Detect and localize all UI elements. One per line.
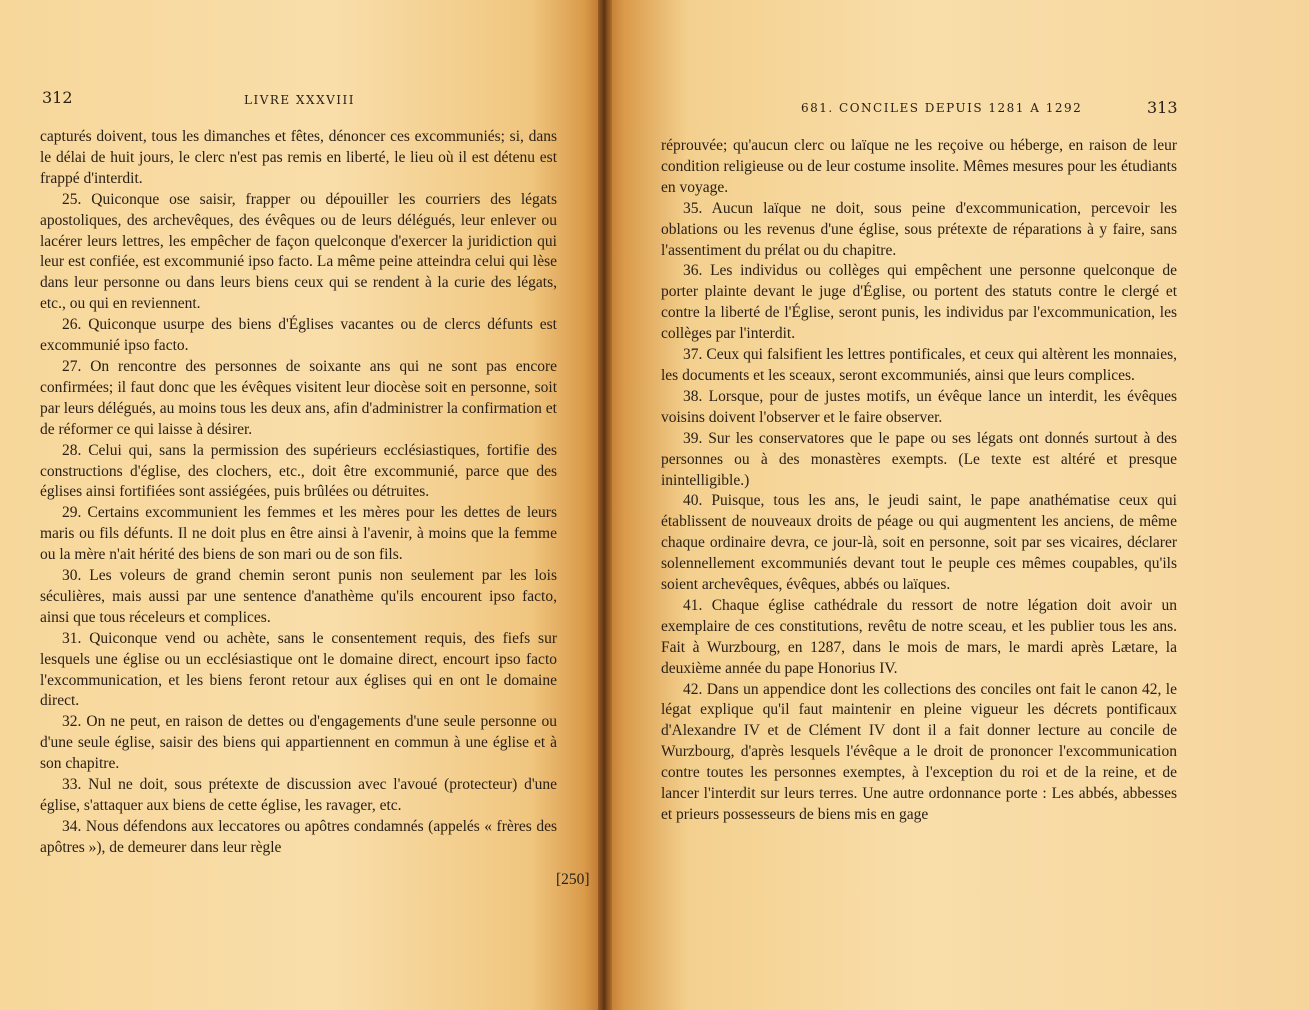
paragraph-40: 40. Puisque, tous les ans, le jeudi saint, le pape anathématise ceux qui établissent de nouveaux droits de péage ou qui augmentent les anciens, de même chaque ordinaire devra, ce jour-là, soit en personne, soit par ses vicaires, déclarer solennellement excommuniés devant tout le peuple ces mêmes coupables, qu'ils soient archevêques, évêques, abbés ou laïques. <box>661 492 1177 594</box>
paragraph-32: 32. On ne peut, en raison de dettes ou d'engagements d'une seule personne ou d'une seule église, saisir des biens qui appartiennent en commun à une église et à son chapitre. <box>40 713 557 773</box>
right-page <box>603 0 1309 1010</box>
left-page-text <box>40 127 557 859</box>
paragraph-34: 34. Nous défendons aux leccatores ou apôtres condamnés (appelés « frères des apôtres »), de demeurer dans leur règle <box>40 817 557 856</box>
paragraph-35: 35. Aucun laïque ne doit, sous peine d'excommunication, percevoir les oblations ou les revenus d'une église, sous prétexte de réparations à y faire, sans l'assentiment du prélat ou du chapitre. <box>661 199 1177 259</box>
paragraph-39: 39. Sur les conservatores que le pape ou ses légats ont donnés surtout à des personnes ou à des monastères exempts. (Le texte est altéré et presque inintelligible.) <box>661 429 1177 489</box>
paragraph-33: 33. Nul ne doit, sous prétexte de discussion avec l'avoué (protecteur) d'une église, s'attaquer aux biens de cette église, les ravager, etc. <box>40 776 557 814</box>
paragraph-25: 25. Quiconque ose saisir, frapper ou dépouiller les courriers des légats apostoliques, des archevêques, des évêques ou de leurs délégués, leur enlever ou lacérer leurs lettres, les empêcher de façon quelconque d'exercer la juridiction qui leur est confiée, est excommunié ipso facto. La même peine atteindra celui qui lèse dans leur personne ou dans leurs biens ceux qui se rendent à la curie des légats, etc., ou qui en reviennent. <box>40 190 557 313</box>
paragraph-37: 37. Ceux qui falsifient les lettres pontificales, et ceux qui altèrent les monnaies, les documents et les sceaux, seront excommuniés, ainsi que leurs complices. <box>661 346 1177 384</box>
paragraph-28: 28. Celui qui, sans la permission des supérieurs ecclésiastiques, fortifie des constructions d'église, des clochers, etc., doit être excommunié, parce que des églises ainsi fortifiées sont assiégées, puis brûlées ou détruites. <box>40 441 557 501</box>
left-page <box>0 0 603 1010</box>
right-page-text <box>661 136 1177 826</box>
right-running-head: 681. CONCILES DEPUIS 1281 A 1292 <box>801 101 1083 115</box>
book-gutter <box>598 0 612 1010</box>
paragraph-36: 36. Les individus ou collèges qui empêchent une personne quelconque de porter plainte devant le juge d'Église, ou portent des statuts contre le clergé et contre la liberté de l'Église, seront punis, les individus par l'excommunication, les collèges par l'interdit. <box>661 262 1177 343</box>
paragraph: capturés doivent, tous les dimanches et fêtes, dénoncer ces excommuniés; si, dans le délai de huit jours, le clerc n'est pas remis en liberté, le lieu où il est détenu est frappé d'interdit. <box>40 128 557 187</box>
paragraph-26: 26. Quiconque usurpe des biens d'Églises vacantes ou de clercs défunts est excommunié ipso facto. <box>40 316 557 355</box>
paragraph-29: 29. Certains excommunient les femmes et les mères pour les dettes de leurs maris ou fils défunts. Il ne doit plus en être ainsi à l'avenir, à moins que la femme ou la mère n'ait hérité des biens de son mari ou de son fils. <box>40 504 557 564</box>
paragraph-38: 38. Lorsque, pour de justes motifs, un évêque lance un interdit, les évêques voisins doivent l'observer et le faire observer. <box>661 387 1177 426</box>
right-page-number: 313 <box>1147 98 1178 117</box>
margin-note: [250] <box>556 871 590 888</box>
paragraph-30: 30. Les voleurs de grand chemin seront punis non seulement par les lois séculières, mais aussi par une sentence d'anathème qu'ils encourent ipso facto, ainsi que tous réceleurs et complices. <box>40 567 557 626</box>
left-running-head: LIVRE XXXVIII <box>244 93 355 107</box>
paragraph-41: 41. Chaque église cathédrale du ressort de notre légation doit avoir un exemplaire de ces constitutions, revêtu de notre sceau, et les publier tous les ans. Fait à Wurzbourg, en 1287, dans le mois de mars, le mardi après Lætare, la deuxième année du pape Honorius IV. <box>661 596 1177 677</box>
paragraph: réprouvée; qu'aucun clerc ou laïque ne les reçoive ou héberge, en raison de leur condition religieuse ou de leur costume insolite. Mêmes mesures pour les étudiants en voyage. <box>661 137 1177 196</box>
paragraph-27: 27. On rencontre des personnes de soixante ans qui ne sont pas encore confirmées; il faut donc que les évêques visitent leur diocèse soit en personne, soit par leurs délégués, au moins tous les deux ans, afin d'administrer la confirmation et de réformer ce qui laisse à désirer. <box>40 357 557 438</box>
left-page-number: 312 <box>42 88 73 107</box>
paragraph-42: 42. Dans un appendice dont les collections des conciles ont fait le canon 42, le légat explique qu'il faut maintenir en pleine vigueur les décrets pontificaux d'Alexandre IV et de Clément IV dont il a fait donner lecture au concile de Wurzbourg, d'après lesquels l'évêque a le droit de prononcer l'excommunication contre toutes les personnes exemptes, à l'exception du roi et de la reine, et de lancer l'interdit sur leurs terres. Une autre ordonnance porte : Les abbés, abbesses et prieurs possesseurs de biens mis en gage <box>661 680 1177 823</box>
paragraph-31: 31. Quiconque vend ou achète, sans le consentement requis, des fiefs sur lesquels une église ou un ecclésiastique ont le domaine direct, encourt ipso facto l'excommunication, et les biens feront retour aux églises qui en ont le domaine direct. <box>40 629 557 710</box>
